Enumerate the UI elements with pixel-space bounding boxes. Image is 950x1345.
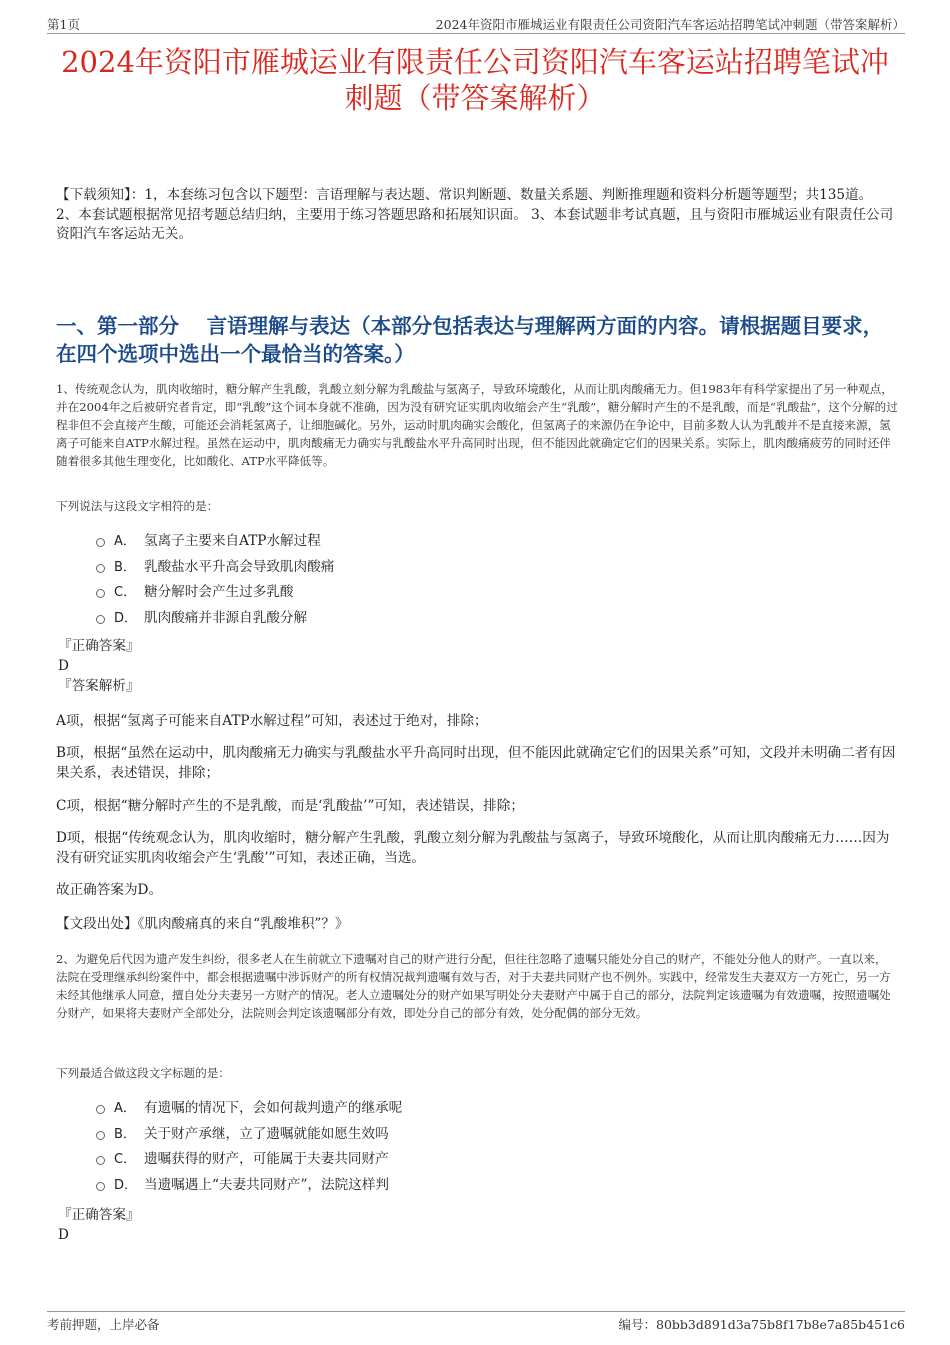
question-1-source: 【文段出处】《肌肉酸痛真的来自“乳酸堆积”？》 bbox=[56, 916, 349, 932]
radio-icon[interactable] bbox=[96, 1156, 105, 1165]
question-2-answer-label: 『正确答案』 bbox=[58, 1207, 140, 1223]
section-heading: 一、第一部分 言语理解与表达（本部分包括表达与理解两方面的内容。请根据题目要求，在四个选项中选出一个最恰当的答案。） bbox=[56, 314, 884, 366]
page-footer bbox=[47, 1311, 905, 1333]
radio-icon[interactable] bbox=[96, 1131, 105, 1140]
page-number: 第1页 bbox=[47, 17, 80, 32]
radio-icon[interactable] bbox=[96, 1105, 105, 1114]
analysis-conclusion: 故正确答案为D。 bbox=[56, 882, 163, 898]
page-header bbox=[47, 14, 905, 34]
analysis-item: B项，根据“虽然在运动中，肌肉酸痛无力确实与乳酸盐水平升高同时出现，但不能因此就确定它们的因果关系”可知，文段并未明确二者有因果关系，表述错误，排除； bbox=[56, 745, 896, 781]
radio-icon[interactable] bbox=[96, 538, 105, 547]
question-1-answer: D bbox=[58, 658, 69, 674]
download-notice: 【下载须知】：1，本套练习包含以下题型：言语理解与表达题、常识判断题、数量关系题、判断推理题和资料分析题等题型；共135道。 2、本套试题根据常见招考题总结归纳，主要用于练习答题思路和拓展知识面。 3、本套试题非考试真题，且与资阳市雁城运业有限责任公司资阳汽车客运站无关。 bbox=[56, 187, 894, 242]
question-1-prompt: 下列说法与这段文字相符的是： bbox=[56, 499, 219, 513]
question-1-text: 1、传统观念认为，肌肉收缩时，糖分解产生乳酸，乳酸立刻分解为乳酸盐与氢离子，导致环境酸化，从而让肌肉酸痛无力。但1983年有科学家提出了另一种观点，并在2004年之后被研究者肯定，即“乳酸”这个词本身就不准确，因为没有研究证实肌肉收缩会产生“乳酸”，糖分解时产生的不是乳酸，而是“乳酸盐”，这个分解的过程非但不会直接产生酸，可能还会消耗氢离子，让细胞碱化。另外，运动时肌肉确实会酸化，但氢离子的来源仍在争论中，目前多数人认为乳酸并不是直接来源，氢离子可能来自ATP水解过程。虽然在运动中，肌肉酸痛无力确实与乳酸盐水平升高同时出现，但不能因此就确定它们的因果关系。实际上，肌肉酸痛疲劳的同时还伴随着很多其他生理变化，比如酸化、ATP水平降低等。 bbox=[56, 382, 898, 468]
question-1-analysis-label: 『答案解析』 bbox=[58, 678, 140, 694]
document-title: 2024年资阳市雁城运业有限责任公司资阳汽车客运站招聘笔试冲刺题（带答案解析） bbox=[61, 45, 889, 115]
analysis-item: D项，根据“传统观念认为，肌肉收缩时，糖分解产生乳酸，乳酸立刻分解为乳酸盐与氢离子，导致环境酸化，从而让肌肉酸痛无力……因为没有研究证实肌肉收缩会产生‘乳酸’”可知，表述正确，当选。 bbox=[56, 830, 890, 866]
question-1-answer-label: 『正确答案』 bbox=[58, 638, 140, 654]
analysis-item: A项，根据“氢离子可能来自ATP水解过程”可知，表述过于绝对，排除； bbox=[56, 713, 488, 729]
question-2-text: 2、为避免后代因为遗产发生纠纷，很多老人在生前就立下遗嘱对自己的财产进行分配，但往往忽略了遗嘱只能处分自己的财产，不能处分他人的财产。一直以来，法院在受理继承纠纷案件中，都会根据遗嘱中涉诉财产的所有权情况裁判遗嘱有效与否，对于夫妻共同财产也不例外。实践中，经常发生夫妻双方一方死亡，另一方未经其他继承人同意，擅自处分夫妻另一方财产的情况。老人立遗嘱处分的财产如果写明处分夫妻财产中属于自己的部分，法院判定该遗嘱为有效遗嘱，按照遗嘱处分财产，如果将夫妻财产全部处分，法院则会判定该遗嘱部分有效，即处分自己的部分有效，处分配偶的部分无效。 bbox=[56, 952, 891, 1020]
radio-icon[interactable] bbox=[96, 615, 105, 624]
footer-slogan: 考前押题，上岸必备 bbox=[47, 1317, 160, 1332]
radio-icon[interactable] bbox=[96, 589, 105, 598]
footer-serial: 编号：80bb3d891d3a75b8f17b8e7a85b451c6 bbox=[618, 1317, 905, 1332]
analysis-item: C项，根据“糖分解时产生的不是乳酸，而是‘乳酸盐’”可知，表述错误，排除； bbox=[56, 798, 524, 814]
question-2-prompt: 下列最适合做这段文字标题的是： bbox=[56, 1066, 230, 1080]
question-2-answer: D bbox=[58, 1227, 69, 1243]
header-doc-title: 2024年资阳市雁城运业有限责任公司资阳汽车客运站招聘笔试冲刺题（带答案解析） bbox=[435, 17, 905, 32]
radio-icon[interactable] bbox=[96, 564, 105, 573]
radio-icon[interactable] bbox=[96, 1182, 105, 1191]
